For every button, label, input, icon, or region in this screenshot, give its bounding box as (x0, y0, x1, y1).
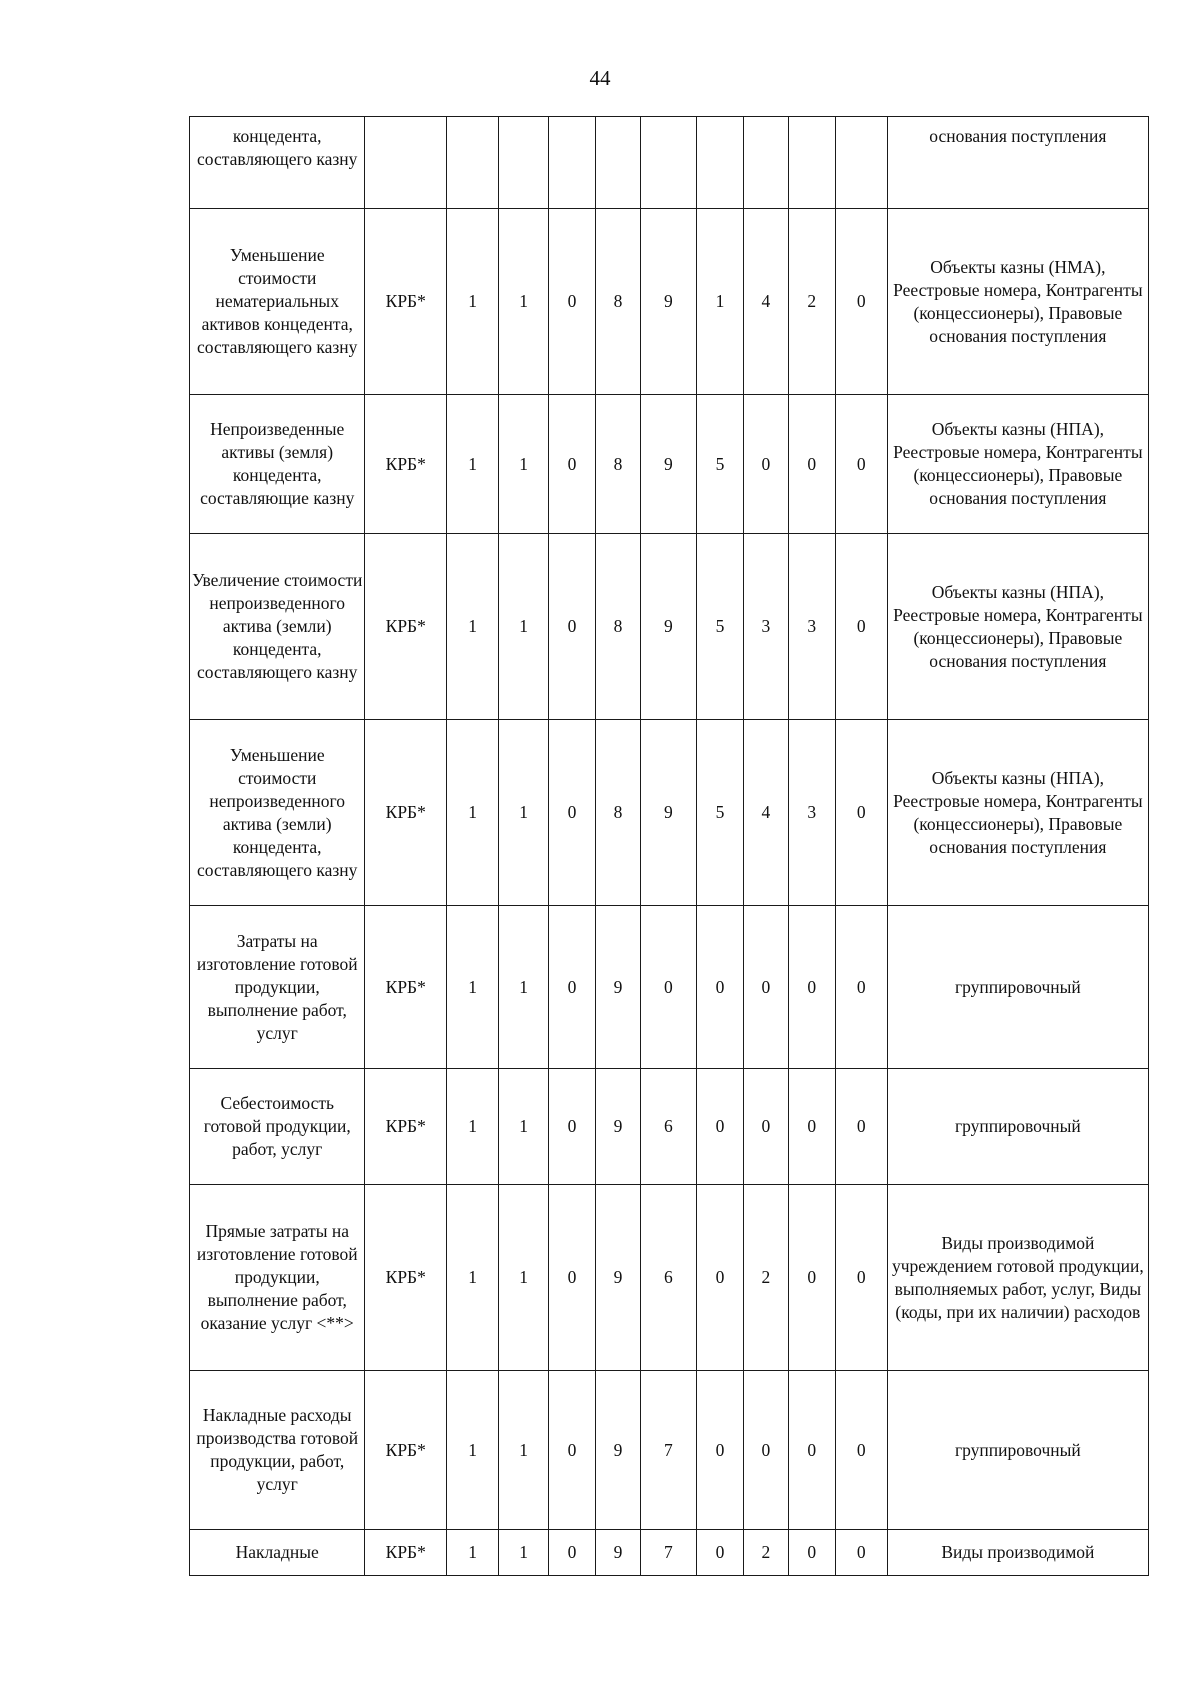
code-digit-cell: 9 (640, 720, 696, 906)
account-name-cell: Уменьшение стоимости нематериальных активов концедента, составляющего казну (190, 209, 365, 395)
code-digit-cell (499, 117, 549, 209)
code-digit-cell (743, 117, 788, 209)
code-digit-cell: 0 (696, 1371, 743, 1530)
code-digit-cell: 0 (549, 1185, 596, 1371)
code-digit-cell: 0 (788, 395, 835, 534)
code-digit-cell: 5 (696, 534, 743, 720)
code-digit-cell: 3 (743, 534, 788, 720)
code-digit-cell: 0 (640, 906, 696, 1069)
code-digit-cell: 1 (447, 395, 499, 534)
account-name-cell: концедента, составляющего казну (190, 117, 365, 209)
analytics-description-cell: группировочный (887, 1069, 1148, 1185)
code-digit-cell: 8 (596, 720, 641, 906)
code-digit-cell: 1 (447, 209, 499, 395)
code-digit-cell: 0 (788, 1069, 835, 1185)
code-digit-cell: 8 (596, 534, 641, 720)
table-row (190, 1185, 1149, 1371)
code-digit-cell: 2 (743, 1185, 788, 1371)
analytics-description-cell: группировочный (887, 1371, 1148, 1530)
analytics-description-cell: Объекты казны (НМА), Реестровые номера, Контрагенты (концессионеры), Правовые основания поступления (887, 209, 1148, 395)
code-prefix-cell: КРБ* (365, 906, 447, 1069)
table-body (190, 117, 1149, 1576)
code-digit-cell: 0 (835, 720, 887, 906)
analytics-description-cell: Объекты казны (НПА), Реестровые номера, Контрагенты (концессионеры), Правовые основания поступления (887, 720, 1148, 906)
code-digit-cell: 1 (499, 209, 549, 395)
code-digit-cell: 5 (696, 395, 743, 534)
account-name-cell: Затраты на изготовление готовой продукции, выполнение работ, услуг (190, 906, 365, 1069)
account-name-cell: Прямые затраты на изготовление готовой продукции, выполнение работ, оказание услуг <**> (190, 1185, 365, 1371)
code-digit-cell: 1 (447, 1185, 499, 1371)
analytics-description-cell: Виды производимой учреждением готовой продукции, выполняемых работ, услуг, Виды (коды, при их наличии) расходов (887, 1185, 1148, 1371)
code-digit-cell: 0 (743, 395, 788, 534)
code-digit-cell: 1 (499, 395, 549, 534)
code-digit-cell: 1 (499, 1069, 549, 1185)
code-digit-cell: 0 (743, 1371, 788, 1530)
code-prefix-cell: КРБ* (365, 1069, 447, 1185)
code-digit-cell: 7 (640, 1371, 696, 1530)
code-digit-cell: 5 (696, 720, 743, 906)
code-prefix-cell (365, 117, 447, 209)
code-digit-cell: 9 (596, 906, 641, 1069)
code-digit-cell (549, 117, 596, 209)
code-digit-cell (596, 117, 641, 209)
code-digit-cell: 0 (549, 395, 596, 534)
account-name-cell: Накладные расходы производства готовой продукции, работ, услуг (190, 1371, 365, 1530)
table-row (190, 534, 1149, 720)
code-digit-cell: 0 (549, 209, 596, 395)
code-digit-cell: 1 (499, 534, 549, 720)
code-digit-cell: 0 (835, 395, 887, 534)
account-name-cell: Себестоимость готовой продукции, работ, услуг (190, 1069, 365, 1185)
code-digit-cell: 8 (596, 395, 641, 534)
table-row (190, 720, 1149, 906)
table-row (190, 117, 1149, 209)
code-digit-cell: 0 (696, 906, 743, 1069)
code-digit-cell: 0 (696, 1185, 743, 1371)
code-digit-cell: 4 (743, 720, 788, 906)
code-digit-cell: 0 (788, 1530, 835, 1576)
analytics-description-cell: Объекты казны (НПА), Реестровые номера, Контрагенты (концессионеры), Правовые основания поступления (887, 395, 1148, 534)
code-digit-cell: 0 (549, 1069, 596, 1185)
code-digit-cell: 0 (696, 1530, 743, 1576)
code-digit-cell: 8 (596, 209, 641, 395)
code-digit-cell: 2 (743, 1530, 788, 1576)
table-row (190, 1069, 1149, 1185)
code-prefix-cell: КРБ* (365, 1185, 447, 1371)
code-prefix-cell: КРБ* (365, 720, 447, 906)
code-prefix-cell: КРБ* (365, 1371, 447, 1530)
code-digit-cell: 1 (499, 906, 549, 1069)
account-name-cell: Непроизведенные активы (земля) концедента, составляющие казну (190, 395, 365, 534)
code-digit-cell: 9 (596, 1371, 641, 1530)
code-digit-cell: 1 (447, 720, 499, 906)
code-digit-cell: 0 (835, 1530, 887, 1576)
code-digit-cell: 1 (499, 1185, 549, 1371)
account-name-cell: Увеличение стоимости непроизведенного актива (земли) концедента, составляющего казну (190, 534, 365, 720)
code-digit-cell: 0 (549, 720, 596, 906)
code-digit-cell: 9 (596, 1530, 641, 1576)
page-number: 44 (589, 66, 611, 90)
code-digit-cell (788, 117, 835, 209)
code-digit-cell: 0 (788, 1185, 835, 1371)
code-prefix-cell: КРБ* (365, 534, 447, 720)
code-digit-cell: 0 (549, 1530, 596, 1576)
code-digit-cell (835, 117, 887, 209)
code-digit-cell: 0 (788, 1371, 835, 1530)
code-digit-cell (640, 117, 696, 209)
analytics-description-cell: Виды производимой (887, 1530, 1148, 1576)
code-digit-cell (447, 117, 499, 209)
code-digit-cell: 9 (640, 534, 696, 720)
code-digit-cell: 1 (447, 1530, 499, 1576)
table-row (190, 1530, 1149, 1576)
table-row (190, 209, 1149, 395)
table-row (190, 395, 1149, 534)
code-digit-cell: 0 (549, 906, 596, 1069)
code-digit-cell: 3 (788, 720, 835, 906)
code-digit-cell: 1 (447, 534, 499, 720)
code-digit-cell: 0 (835, 1371, 887, 1530)
code-digit-cell: 1 (447, 1371, 499, 1530)
analytics-description-cell: основания поступления (887, 117, 1148, 209)
code-digit-cell: 0 (743, 1069, 788, 1185)
code-digit-cell: 9 (596, 1069, 641, 1185)
code-prefix-cell: КРБ* (365, 1530, 447, 1576)
code-digit-cell: 1 (499, 1530, 549, 1576)
code-digit-cell: 9 (640, 209, 696, 395)
analytics-description-cell: Объекты казны (НПА), Реестровые номера, Контрагенты (концессионеры), Правовые основания поступления (887, 534, 1148, 720)
code-digit-cell: 6 (640, 1069, 696, 1185)
analytics-description-cell: группировочный (887, 906, 1148, 1069)
code-prefix-cell: КРБ* (365, 209, 447, 395)
code-digit-cell: 0 (788, 906, 835, 1069)
account-name-cell: Накладные (190, 1530, 365, 1576)
code-digit-cell: 1 (499, 1371, 549, 1530)
code-digit-cell: 0 (696, 1069, 743, 1185)
account-name-cell: Уменьшение стоимости непроизведенного актива (земли) концедента, составляющего казну (190, 720, 365, 906)
code-digit-cell: 1 (696, 209, 743, 395)
code-digit-cell: 2 (788, 209, 835, 395)
code-digit-cell: 9 (640, 395, 696, 534)
code-digit-cell: 1 (447, 1069, 499, 1185)
code-digit-cell: 4 (743, 209, 788, 395)
code-digit-cell: 3 (788, 534, 835, 720)
code-digit-cell: 0 (835, 1069, 887, 1185)
code-digit-cell: 1 (499, 720, 549, 906)
table-row (190, 906, 1149, 1069)
code-digit-cell: 7 (640, 1530, 696, 1576)
code-digit-cell: 0 (549, 1371, 596, 1530)
code-digit-cell: 0 (549, 534, 596, 720)
code-prefix-cell: КРБ* (365, 395, 447, 534)
code-digit-cell: 0 (835, 534, 887, 720)
code-digit-cell: 0 (835, 209, 887, 395)
code-digit-cell: 0 (835, 906, 887, 1069)
table-row (190, 1371, 1149, 1530)
account-register-table (189, 116, 1149, 1576)
code-digit-cell: 1 (447, 906, 499, 1069)
code-digit-cell: 0 (743, 906, 788, 1069)
code-digit-cell: 6 (640, 1185, 696, 1371)
code-digit-cell (696, 117, 743, 209)
code-digit-cell: 9 (596, 1185, 641, 1371)
code-digit-cell: 0 (835, 1185, 887, 1371)
